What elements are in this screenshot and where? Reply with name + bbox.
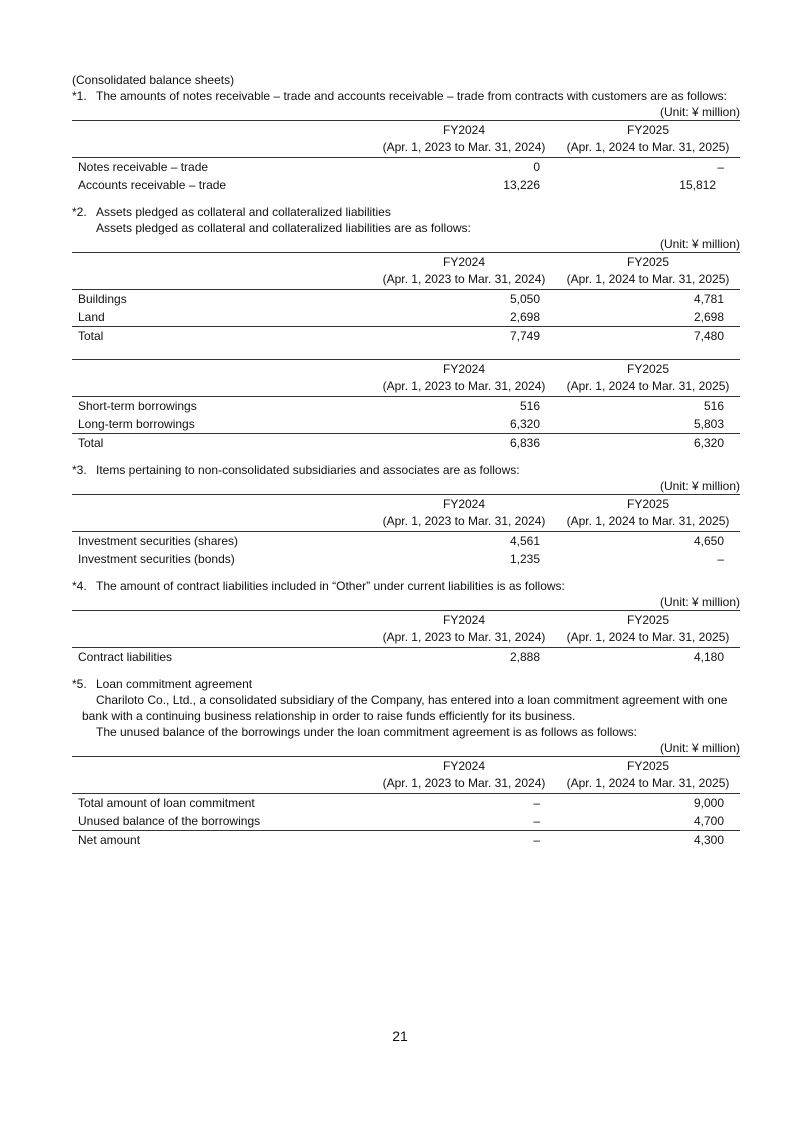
row-label: Unused balance of the borrowings: [78, 814, 261, 828]
fy2025-value: –: [717, 160, 724, 174]
table-row: [72, 397, 740, 416]
fy2025-value: 4,300: [556, 831, 740, 850]
fy2024-value: 4,561: [509, 534, 540, 548]
note-5-paragraph-2: The unused balance of the borrowings under the loan commitment agreement is as follows as follows:: [96, 725, 637, 739]
fy2024-value: 2,698: [509, 310, 540, 324]
note-2-number: *2.: [72, 205, 87, 219]
unit-label: (Unit: ¥ million): [659, 237, 740, 251]
note-3-heading: [72, 462, 740, 478]
column-header-fy2024: FY2024: [372, 121, 556, 140]
document-page: [72, 72, 740, 849]
column-header-fy2025: FY2025: [556, 360, 740, 379]
column-header-fy2025: FY2025: [556, 757, 740, 776]
row-label: Buildings: [78, 292, 127, 306]
row-label: Short-term borrowings: [78, 399, 197, 413]
fy2024-value: –: [533, 796, 540, 810]
row-label: Investment securities (bonds): [78, 552, 235, 566]
row-label: Total: [72, 434, 372, 453]
table-row: [72, 550, 740, 568]
table-row: [72, 415, 740, 434]
fy2024-value: –: [372, 831, 556, 850]
column-header-fy2024-period: (Apr. 1, 2023 to Mar. 31, 2024): [372, 139, 556, 158]
column-header-fy2025-period: (Apr. 1, 2024 to Mar. 31, 2025): [556, 378, 740, 397]
column-header-fy2024: FY2024: [372, 757, 556, 776]
column-header-fy2024: FY2024: [372, 611, 556, 630]
total-row: [72, 327, 740, 346]
note-4-text: The amount of contract liabilities included in “Other” under current liabilities is as follows:: [96, 579, 565, 593]
note-2-liabilities-table: [72, 359, 740, 452]
note-3-text: Items pertaining to non-consolidated subsidiaries and associates are as follows:: [96, 463, 520, 477]
column-header-fy2024-period: (Apr. 1, 2023 to Mar. 31, 2024): [372, 378, 556, 397]
fy2025-value: 9,000: [693, 796, 724, 810]
row-label: Net amount: [72, 831, 372, 850]
fy2025-value: 516: [703, 399, 724, 413]
unit-label: (Unit: ¥ million): [659, 479, 740, 493]
fy2024-value: 516: [519, 399, 540, 413]
row-label: Land: [78, 310, 105, 324]
column-header-fy2024: FY2024: [372, 495, 556, 514]
fy2025-value: 4,180: [693, 650, 724, 664]
note-5-paragraph-1: Chariloto Co., Ltd., a consolidated subsidiary of the Company, has entered into a loan commitment agreement with one bank with a continuing business relationship in order to raise funds efficiently for its business.: [82, 693, 728, 723]
column-header-fy2025-period: (Apr. 1, 2024 to Mar. 31, 2025): [556, 629, 740, 648]
fy2025-value: 4,781: [693, 292, 724, 306]
unit-label: (Unit: ¥ million): [659, 595, 740, 609]
note-1-heading: [72, 88, 740, 104]
row-label: Long-term borrowings: [78, 417, 195, 431]
column-header-fy2024-period: (Apr. 1, 2023 to Mar. 31, 2024): [372, 775, 556, 794]
note-1-text: The amounts of notes receivable – trade and accounts receivable – trade from contracts with customers are as follows:: [96, 89, 727, 103]
fy2025-value: 4,650: [693, 534, 724, 548]
page-number: 21: [392, 1028, 408, 1044]
row-label: Total amount of loan commitment: [78, 796, 255, 810]
note-2-subtext: Assets pledged as collateral and collateralized liabilities are as follows:: [96, 221, 471, 235]
column-header-fy2025-period: (Apr. 1, 2024 to Mar. 31, 2025): [556, 139, 740, 158]
fy2024-value: 6,320: [509, 417, 540, 431]
table-row: [72, 812, 740, 831]
row-label: Investment securities (shares): [78, 534, 239, 548]
unit-label: (Unit: ¥ million): [659, 105, 740, 119]
fy2025-value: 5,803: [693, 417, 724, 431]
table-row: [72, 290, 740, 309]
fy2024-value: –: [533, 814, 540, 828]
row-label: Total: [72, 327, 372, 346]
column-header-fy2024: FY2024: [372, 253, 556, 272]
fy2025-value: –: [717, 552, 724, 566]
column-header-fy2025: FY2025: [556, 495, 740, 514]
note-4-heading: [72, 578, 740, 594]
table-row: [72, 308, 740, 327]
note-5-number: *5.: [72, 677, 87, 691]
total-row: [72, 831, 740, 850]
note-2-assets-table: [72, 252, 740, 345]
column-header-fy2025: FY2025: [556, 611, 740, 630]
table-row: [72, 176, 740, 194]
column-header-fy2024-period: (Apr. 1, 2023 to Mar. 31, 2024): [372, 271, 556, 290]
table-row: [72, 648, 740, 667]
column-header-fy2024-period: (Apr. 1, 2023 to Mar. 31, 2024): [372, 629, 556, 648]
fy2024-value: 0: [533, 160, 540, 174]
note-3-table: [72, 494, 740, 568]
fy2024-value: 5,050: [509, 292, 540, 306]
column-header-fy2025: FY2025: [556, 121, 740, 140]
total-row: [72, 434, 740, 453]
column-header-fy2024-period: (Apr. 1, 2023 to Mar. 31, 2024): [372, 513, 556, 532]
fy2024-value: 1,235: [509, 552, 540, 566]
fy2025-value: 7,480: [556, 327, 740, 346]
fy2024-value: 13,226: [503, 178, 540, 192]
fy2025-value: 15,812: [679, 178, 716, 192]
fy2025-value: 2,698: [693, 310, 724, 324]
note-5-text: Loan commitment agreement: [96, 677, 253, 691]
note-5-heading: [72, 676, 740, 692]
column-header-fy2025: FY2025: [556, 253, 740, 272]
note-4-number: *4.: [72, 579, 87, 593]
fy2024-value: 2,888: [509, 650, 540, 664]
table-row: [72, 158, 740, 177]
note-2-text: Assets pledged as collateral and collateralized liabilities: [96, 205, 391, 219]
row-label: Accounts receivable – trade: [78, 178, 227, 192]
table-row: [72, 532, 740, 551]
fy2024-value: 7,749: [372, 327, 556, 346]
fy2025-value: 6,320: [556, 434, 740, 453]
note-2-heading: [72, 204, 740, 220]
row-label: Notes receivable – trade: [78, 160, 209, 174]
note-1-table: [72, 120, 740, 194]
fy2025-value: 4,700: [693, 814, 724, 828]
table-row: [72, 794, 740, 813]
unit-label: (Unit: ¥ million): [659, 741, 740, 755]
row-label: Contract liabilities: [78, 650, 173, 664]
column-header-fy2025-period: (Apr. 1, 2024 to Mar. 31, 2025): [556, 513, 740, 532]
fy2024-value: 6,836: [372, 434, 556, 453]
column-header-fy2025-period: (Apr. 1, 2024 to Mar. 31, 2025): [556, 271, 740, 290]
note-4-table: [72, 610, 740, 666]
note-1-number: *1.: [72, 89, 87, 103]
column-header-fy2024: FY2024: [372, 360, 556, 379]
note-5-table: [72, 756, 740, 849]
column-header-fy2025-period: (Apr. 1, 2024 to Mar. 31, 2025): [556, 775, 740, 794]
note-3-number: *3.: [72, 463, 87, 477]
section-title: (Consolidated balance sheets): [72, 73, 235, 87]
